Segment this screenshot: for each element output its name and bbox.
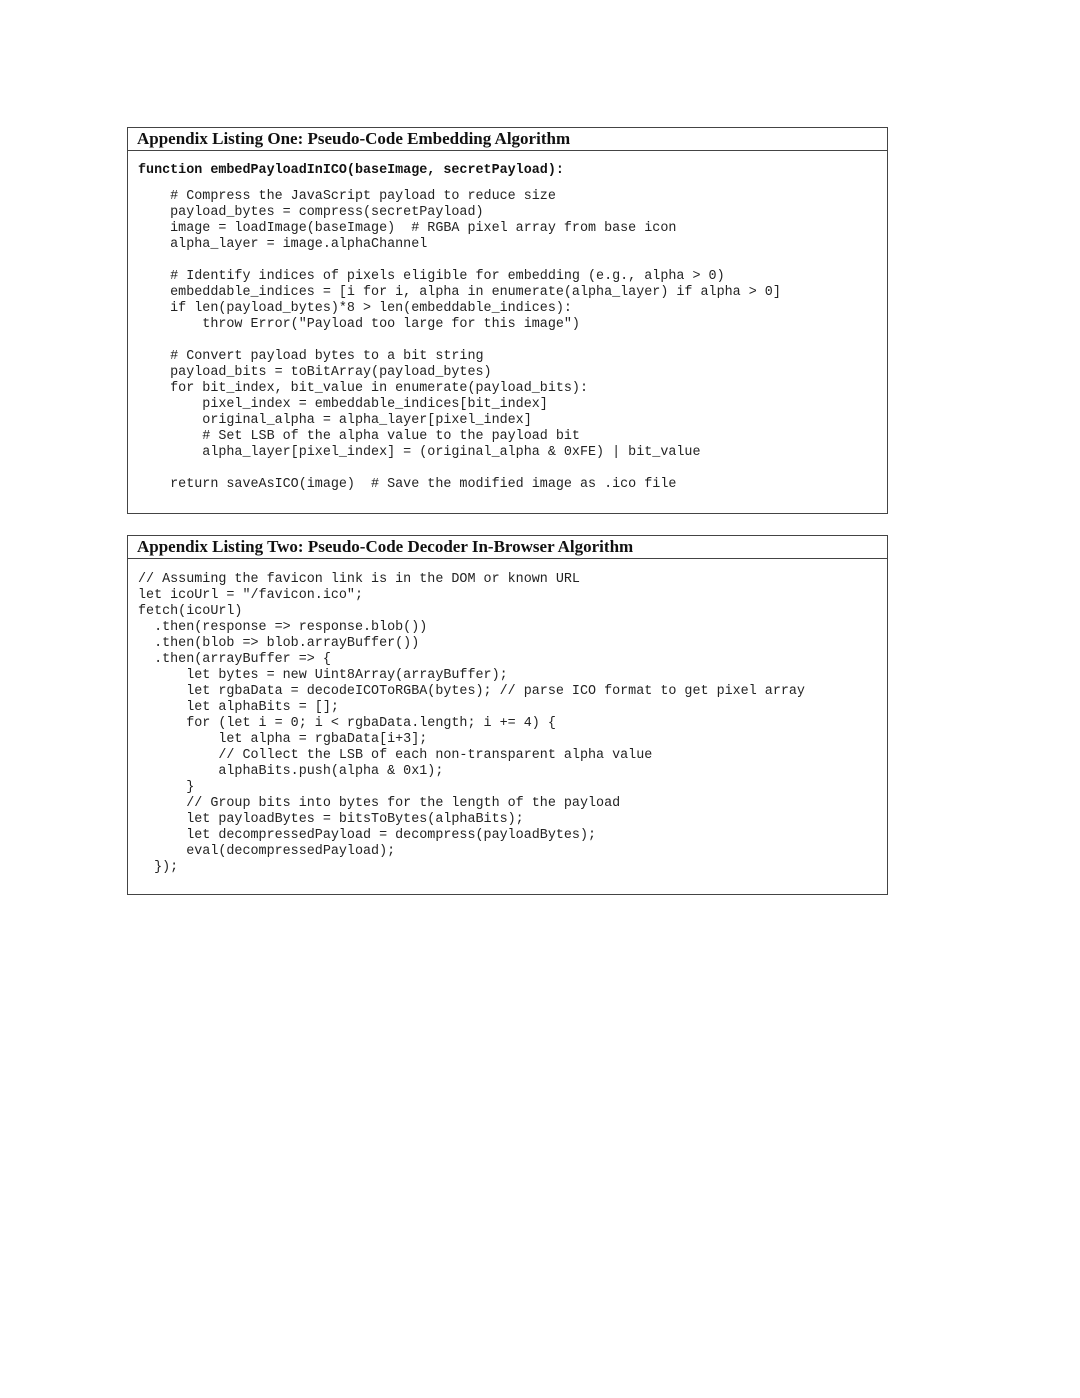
code-line: # Identify indices of pixels eligible for embedding (e.g., alpha > 0): [138, 269, 725, 284]
code-line: let rgbaData = decodeICOToRGBA(bytes); // parse ICO format to get pixel array: [138, 684, 805, 699]
code-line: payload_bits = toBitArray(payload_bytes): [138, 365, 492, 380]
code-line: [138, 253, 887, 269]
code-line: for (let i = 0; i < rgbaData.length; i += 4) {: [138, 716, 556, 731]
code-line: fetch(icoUrl): [138, 604, 243, 619]
code-line: [138, 461, 887, 477]
code-line: // Group bits into bytes for the length of the payload: [138, 796, 621, 811]
code-line: });: [138, 860, 179, 875]
code-line: let payloadBytes = bitsToBytes(alphaBits);: [138, 812, 524, 827]
code-line: # Compress the JavaScript payload to reduce size: [138, 189, 556, 204]
listing-two-box: [127, 535, 888, 895]
code-line: throw Error("Payload too large for this image"): [138, 317, 580, 332]
code-line: embeddable_indices = [i for i, alpha in enumerate(alpha_layer) if alpha > 0]: [138, 285, 781, 300]
code-line: image = loadImage(baseImage) # RGBA pixel array from base icon: [138, 221, 677, 236]
code-line: alphaBits.push(alpha & 0x1);: [138, 764, 444, 779]
code-line: original_alpha = alpha_layer[pixel_index]: [138, 413, 532, 428]
decoder-code-block: [128, 572, 887, 876]
code-line: if len(payload_bytes)*8 > len(embeddable_indices):: [138, 301, 572, 316]
code-line: payload_bytes = compress(secretPayload): [138, 205, 484, 220]
listing-one-box: [127, 127, 888, 514]
code-line: for bit_index, bit_value in enumerate(payload_bits):: [138, 381, 588, 396]
code-line: // Collect the LSB of each non-transparent alpha value: [138, 748, 653, 763]
code-line: # Convert payload bytes to a bit string: [138, 349, 484, 364]
code-line: }: [138, 780, 195, 795]
listing-one-title: Appendix Listing One: Pseudo-Code Embedding Algorithm: [128, 128, 887, 151]
code-line: .then(blob => blob.arrayBuffer()): [138, 636, 420, 651]
function-signature: function embedPayloadInICO(baseImage, secretPayload):: [138, 163, 564, 178]
code-line: return saveAsICO(image) # Save the modified image as .ico file: [138, 477, 677, 492]
code-line: // Assuming the favicon link is in the DOM or known URL: [138, 572, 580, 587]
code-line: let alpha = rgbaData[i+3];: [138, 732, 428, 747]
code-line: .then(arrayBuffer => {: [138, 652, 331, 667]
code-line: .then(response => response.blob()): [138, 620, 428, 635]
code-line: # Set LSB of the alpha value to the payload bit: [138, 429, 580, 444]
code-line: eval(decompressedPayload);: [138, 844, 396, 859]
code-line: [138, 333, 887, 349]
code-line: let bytes = new Uint8Array(arrayBuffer);: [138, 668, 508, 683]
code-line: let decompressedPayload = decompress(payloadBytes);: [138, 828, 597, 843]
code-line: alpha_layer = image.alphaChannel: [138, 237, 428, 252]
code-line: pixel_index = embeddable_indices[bit_index]: [138, 397, 548, 412]
code-line: alpha_layer[pixel_index] = (original_alpha & 0xFE) | bit_value: [138, 445, 701, 460]
code-line: let icoUrl = "/favicon.ico";: [138, 588, 363, 603]
embedding-code-block: [128, 189, 887, 493]
code-line: let alphaBits = [];: [138, 700, 339, 715]
listing-two-title: Appendix Listing Two: Pseudo-Code Decoder In-Browser Algorithm: [128, 536, 887, 559]
